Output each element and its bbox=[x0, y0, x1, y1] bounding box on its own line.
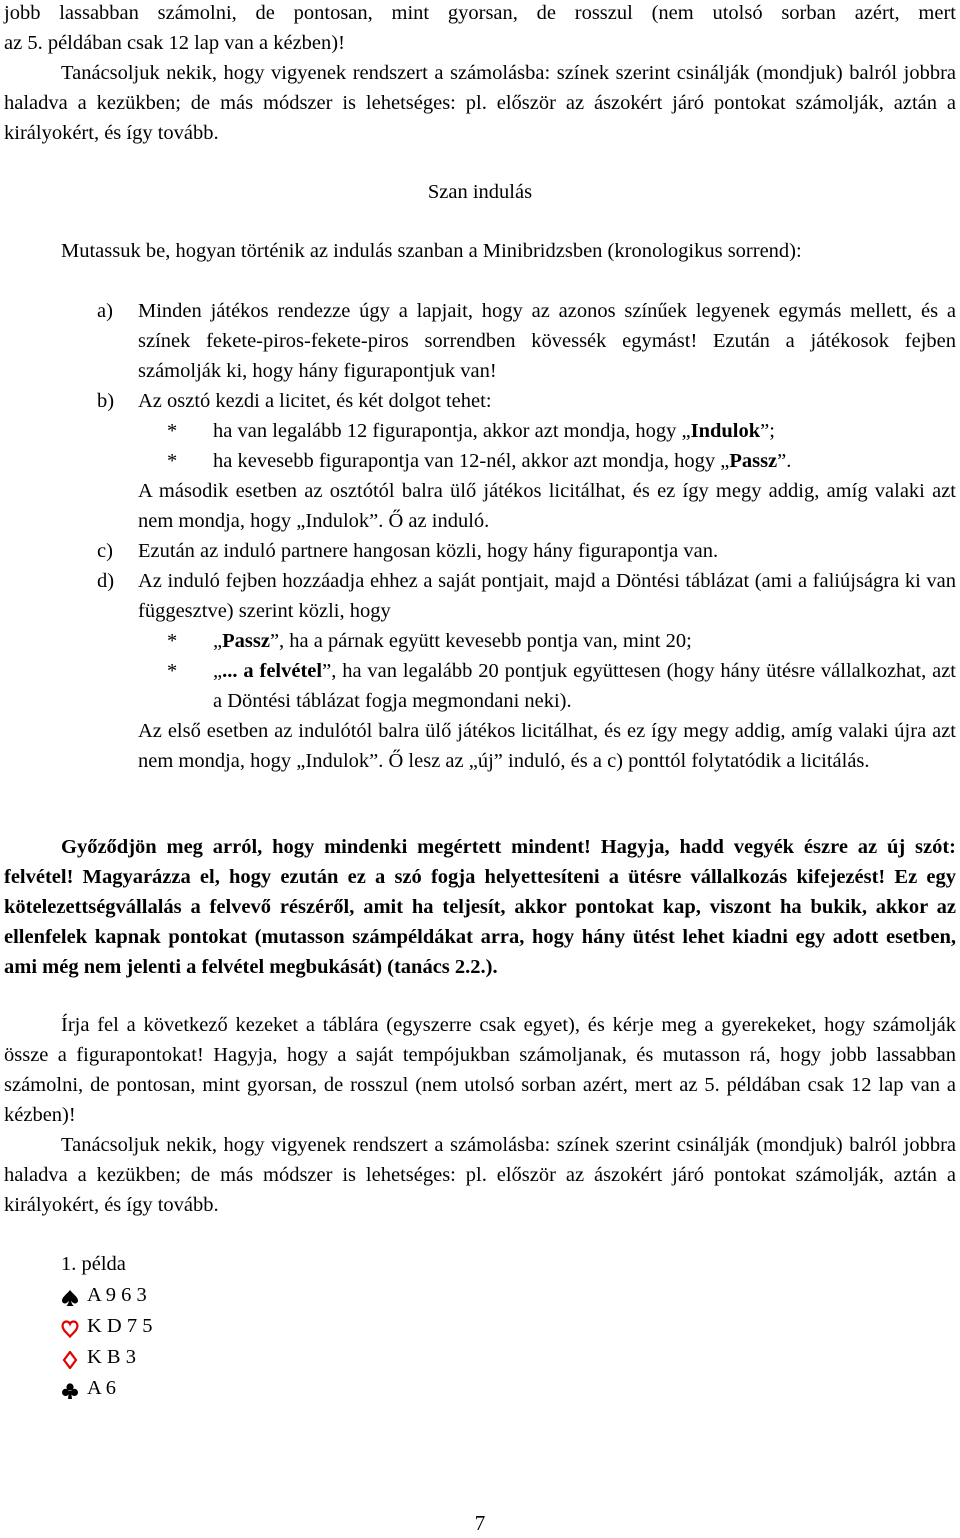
bold-paragraph: Győződjön meg arról, hogy mindenki megértett mindent! Hagyja, hadd vegyék észre az új szót: felvétel! Magyarázza el, hogy ezután ez a szó fogja helyettesíteni a ütésre vállalkozás kifejezést! Ez egy kötelezettségvállalás a felvevő részéről, amit ha teljesít, akkor pontokat kap, viszont ha bukik, akkor az ellenfelek kapnak pontokat (mutasson számpéldákat arra, hogy hány ütést lehet kiadni egy adott esetben, ami még nem jelenti a felvétel megbukását) (tanács 2.2.). bbox=[4, 836, 956, 978]
subitem-text-post: ”, ha a párnak együtt kevesebb pontja van, mint 20; bbox=[269, 630, 692, 652]
subitem-text-pre: ha kevesebb figurapontja van 12-nél, akkor azt mondja, hogy „ bbox=[213, 450, 730, 472]
list-d-subitem-2 bbox=[4, 656, 956, 716]
subitem-text-pre: „ bbox=[213, 660, 223, 682]
top-paragraph-line1: jobb lassabban számolni, de pontosan, mint gyorsan, de rosszul (nem utolsó sorban azért, mert bbox=[4, 2, 956, 24]
example-title: 1. példa bbox=[61, 1253, 126, 1275]
example-1 bbox=[4, 1249, 956, 1403]
bullet-star: * bbox=[167, 420, 178, 442]
keyword-passz: Passz bbox=[729, 450, 778, 472]
bullet-star: * bbox=[167, 450, 178, 472]
subitem-text-post: ”; bbox=[760, 420, 775, 442]
procedure-list bbox=[4, 296, 956, 776]
clubs-line bbox=[4, 1373, 956, 1403]
diamonds-cards: K B 3 bbox=[87, 1346, 136, 1368]
spade-icon bbox=[61, 1286, 79, 1304]
subitem-text-pre: ha van legalább 12 figurapontja, akkor azt mondja, hogy „ bbox=[213, 420, 691, 442]
subitem-text-post: ”. bbox=[777, 450, 792, 472]
list-text-a: Minden játékos rendezze úgy a lapjait, hogy az azonos színűek legyenek egymás mellett, és a színek fekete-piros-fekete-piros sorrendben kövessék egymást! Ezután a játékosok fejben számolják ki, hogy hány figurapontjuk van! bbox=[138, 300, 956, 382]
hearts-cards: K D 7 5 bbox=[87, 1315, 153, 1337]
spades-cards: A 9 6 3 bbox=[87, 1284, 147, 1306]
keyword-passz: Passz bbox=[222, 630, 270, 652]
list-text-b: Az osztó kezdi a licitet, és két dolgot tehet: bbox=[138, 390, 492, 412]
list-b-subitem-1 bbox=[4, 416, 956, 446]
subitem-text-post: ”, ha van legalább 20 pontjuk együttesen (hogy hány ütésre vállalkozhat, azt a Döntési táblázat fogja megmondani neki). bbox=[213, 660, 956, 712]
list-label-a: a) bbox=[97, 300, 113, 322]
list-item-b bbox=[4, 386, 956, 416]
list-label-c: c) bbox=[97, 540, 113, 562]
list-label-b: b) bbox=[97, 390, 115, 412]
diamond-icon bbox=[61, 1348, 79, 1366]
heart-icon bbox=[61, 1317, 79, 1335]
subitem-text-pre: „ bbox=[213, 630, 223, 652]
list-item-a bbox=[4, 296, 956, 386]
section-intro: Mutassuk be, hogyan történik az indulás szanban a Minibridzsben (kronologikus sorrend): bbox=[61, 240, 802, 262]
top-paragraph-line2: az 5. példában csak 12 lap van a kézben)! bbox=[4, 32, 345, 54]
spades-line bbox=[4, 1280, 956, 1310]
list-item-d bbox=[4, 566, 956, 626]
hearts-line bbox=[4, 1311, 956, 1341]
club-icon bbox=[61, 1379, 79, 1397]
bullet-star: * bbox=[167, 660, 178, 682]
advice-paragraph: Tanácsoljuk nekik, hogy vigyenek rendszert a számolásba: színek szerint csinálják (mondjuk) balról jobbra haladva a kezükben; de más módszer is lehetséges: pl. először az ászokért járó pontokat számolják, aztán a királyokért, és így tovább. bbox=[4, 1134, 956, 1216]
clubs-cards: A 6 bbox=[87, 1377, 117, 1399]
diamonds-line bbox=[4, 1342, 956, 1372]
list-text-c: Ezután az induló partnere hangosan közli, hogy hány figurapontja van. bbox=[138, 540, 719, 562]
keyword-felvetel: ... a felvétel bbox=[222, 660, 323, 682]
section-title: Szan indulás bbox=[427, 181, 533, 203]
advice-paragraph-top: Tanácsoljuk nekik, hogy vigyenek rendszert a számolásba: színek szerint csinálják (mondjuk) balról jobbra haladva a kezükben; de más módszer is lehetséges: pl. először az ászokért járó pontokat számolják, aztán a királyokért, és így tovább. bbox=[4, 62, 956, 144]
list-d-subitem-1 bbox=[4, 626, 956, 656]
list-text-d: Az induló fejben hozzáadja ehhez a saját pontjait, majd a Döntési táblázat (ami a faliújságra ki van függesztve) szerint közli, hogy bbox=[138, 570, 956, 622]
list-label-d: d) bbox=[97, 570, 115, 592]
instruction-paragraph: Írja fel a következő kezeket a táblára (egyszerre csak egyet), és kérje meg a gyerekeket, hogy számolják össze a figurapontokat! Hagyja, hogy a saját tempójukban számoljanak, és mutasson rá, hogy jobb lassabban számolni, de pontosan, mint gyorsan, de rosszul (nem utolsó sorban azért, mert az 5. példában csak 12 lap van a kézben)! bbox=[4, 1014, 956, 1126]
bullet-star: * bbox=[167, 630, 178, 652]
list-b-continuation: A második esetben az osztótól balra ülő játékos licitálhat, és ez így megy addig, amíg valaki azt nem mondja, hogy „Indulok”. Ő az induló. bbox=[138, 480, 956, 532]
list-item-c bbox=[4, 536, 956, 566]
list-b-subitem-2 bbox=[4, 446, 956, 476]
keyword-indulok: Indulok bbox=[690, 420, 761, 442]
page-number: 7 bbox=[474, 1511, 486, 1535]
list-d-continuation: Az első esetben az indulótól balra ülő játékos licitálhat, és ez így megy addig, amíg valaki újra azt nem mondja, hogy „Indulok”. Ő lesz az „új” induló, és a c) ponttól folytatódik a licitálás. bbox=[138, 720, 956, 772]
